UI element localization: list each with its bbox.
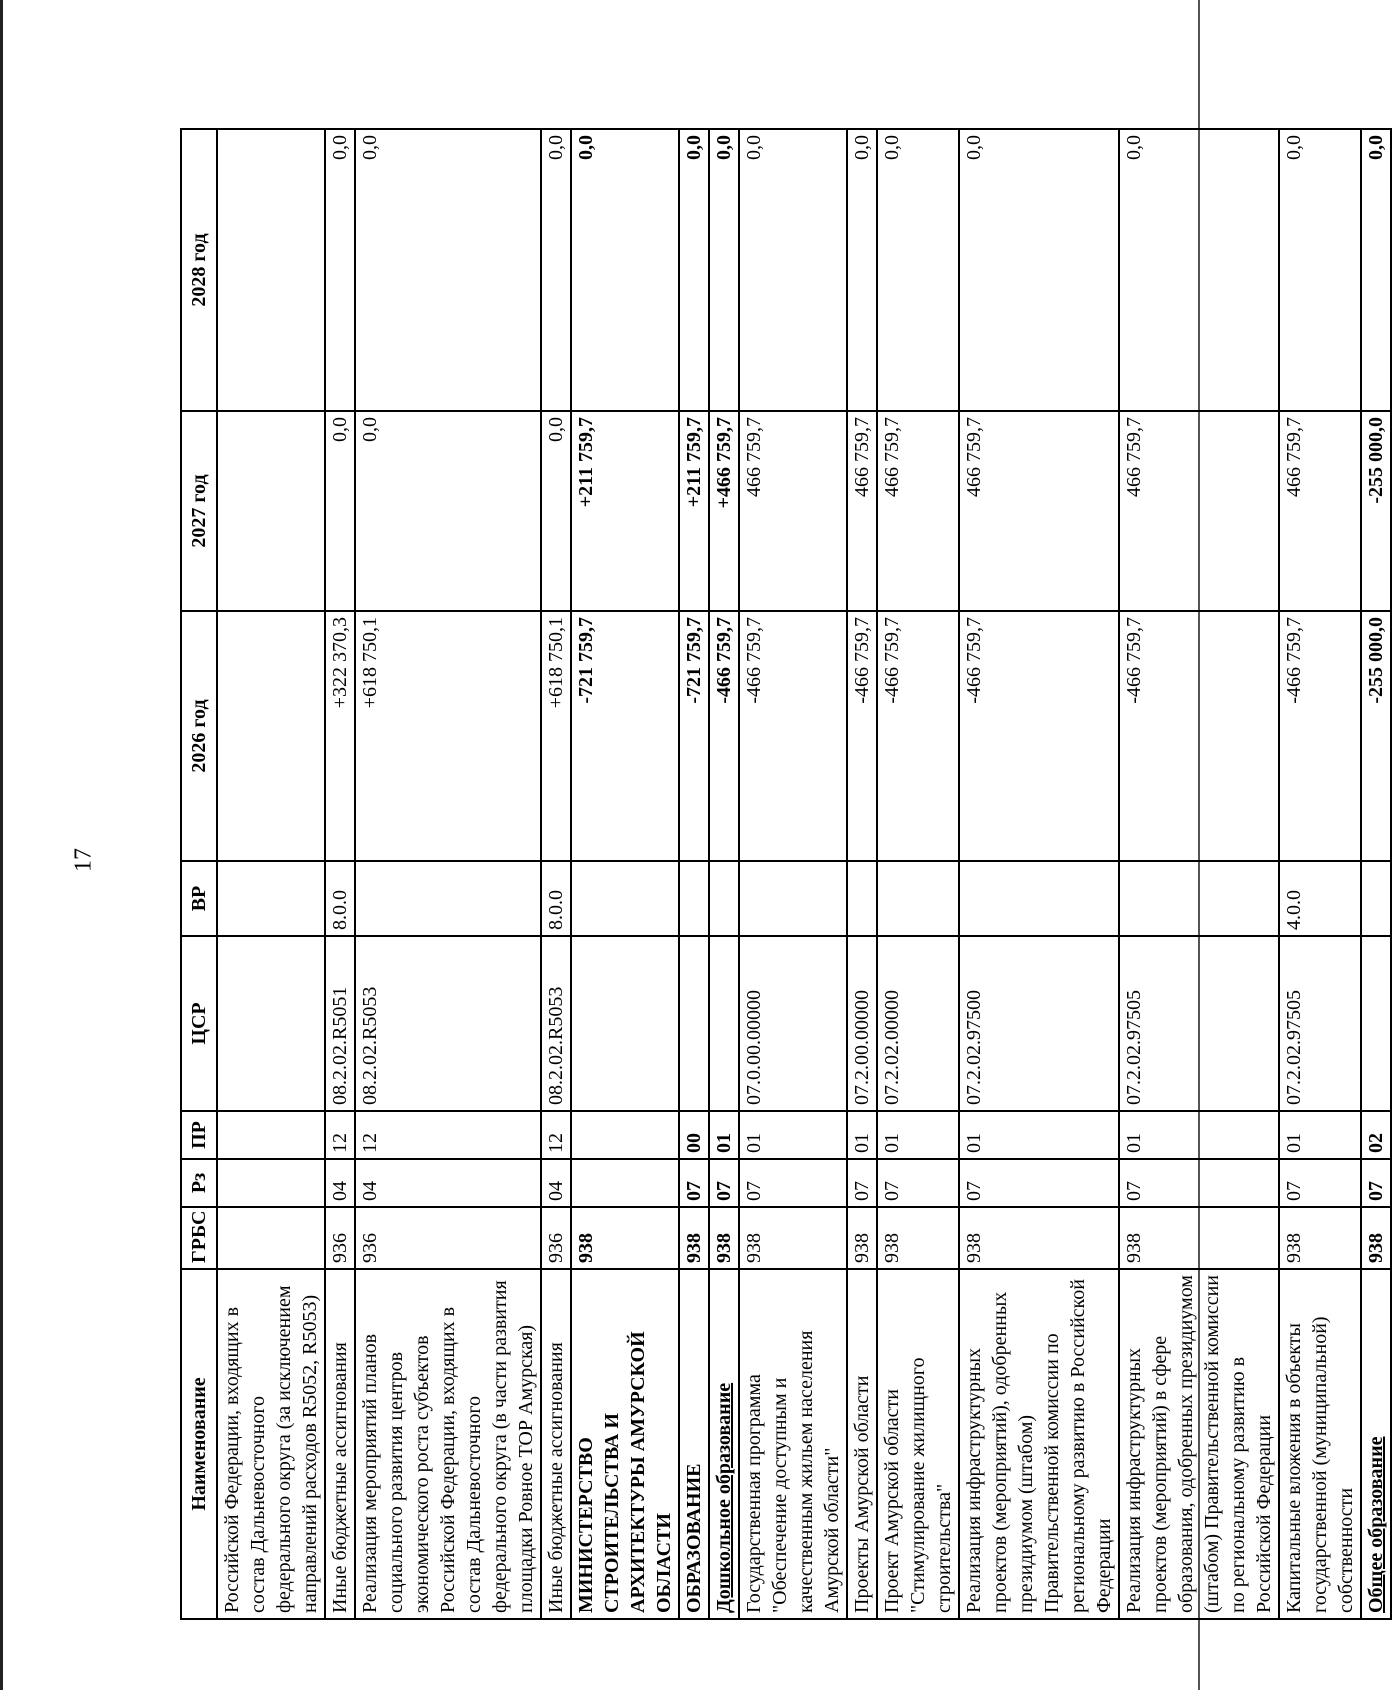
budget-table [180, 128, 1392, 1620]
cell-2026: -466 759,7 [877, 611, 959, 861]
cell-csr [571, 936, 679, 1111]
cell-2027: 0,0 [355, 411, 541, 611]
cell-2028: 0,0 [325, 129, 355, 411]
cell-rz: 07 [709, 1159, 739, 1207]
cell-2027 [217, 411, 325, 611]
table-row [877, 129, 959, 1619]
cell-2027: +211 759,7 [679, 411, 709, 611]
cell-2027: +466 759,7 [709, 411, 739, 611]
cell-name: Реализация инфраструктурных проектов (мероприятий), одобренных президиумом (штабом) Правительственной комиссии по региональному развитию в Российской Федерации [959, 1269, 1119, 1619]
cell-vr [847, 861, 877, 936]
cell-grbs: 936 [325, 1207, 355, 1269]
cell-name: Проект Амурской области "Стимулирование жилищного строительства" [877, 1269, 959, 1619]
cell-csr: 08.2.02.R5053 [355, 936, 541, 1111]
cell-name: Реализация инфраструктурных проектов (мероприятий) в сфере образования, одобренных президиумом (штабом) Правительственной комиссии по региональному развитию в Российской Федерации [1119, 1269, 1279, 1619]
cell-2028: 0,0 [355, 129, 541, 411]
cell-2028: 0,0 [847, 129, 877, 411]
cell-2028: 0,0 [959, 129, 1119, 411]
cell-2026: +322 370,3 [325, 611, 355, 861]
cell-2027: 466 759,7 [847, 411, 877, 611]
table-row [571, 129, 679, 1619]
table-row [541, 129, 571, 1619]
cell-csr [679, 936, 709, 1111]
cell-name: ОБРАЗОВАНИЕ [679, 1269, 709, 1619]
cell-2027: 466 759,7 [1119, 411, 1279, 611]
cell-name: Общее образование [1361, 1269, 1391, 1619]
header-grbs: ГРБС [181, 1207, 217, 1269]
cell-grbs: 938 [709, 1207, 739, 1269]
cell-vr: 8.0.0 [541, 861, 571, 936]
cell-grbs: 938 [959, 1207, 1119, 1269]
cell-grbs: 938 [847, 1207, 877, 1269]
cell-2027: -255 000,0 [1361, 411, 1391, 611]
cell-rz: 07 [1279, 1159, 1361, 1207]
cell-pr: 01 [877, 1111, 959, 1159]
cell-csr [217, 936, 325, 1111]
scan-edge-left [0, 0, 3, 1690]
cell-2028: 0,0 [1279, 129, 1361, 411]
table-row [1279, 129, 1361, 1619]
cell-csr [1361, 936, 1391, 1111]
header-name: Наименование [181, 1269, 217, 1619]
cell-2027: 466 759,7 [959, 411, 1119, 611]
cell-2027: 466 759,7 [739, 411, 847, 611]
cell-rz: 07 [1361, 1159, 1391, 1207]
cell-2026: -255 000,0 [1361, 611, 1391, 861]
table-row [679, 129, 709, 1619]
table-row [739, 129, 847, 1619]
table-row [217, 129, 325, 1619]
cell-2028 [217, 129, 325, 411]
cell-vr [679, 861, 709, 936]
cell-grbs: 938 [739, 1207, 847, 1269]
cell-rz: 04 [325, 1159, 355, 1207]
cell-csr [709, 936, 739, 1111]
cell-name: Российской Федерации, входящих в состав Дальневосточного федерального округа (за исключением направлений расходов R5052, R5053) [217, 1269, 325, 1619]
cell-rz: 07 [739, 1159, 847, 1207]
cell-name: Реализация мероприятий планов социального развития центров экономического роста субъектов Российской Федерации, входящих в состав Дальневосточного федерального округа (в части развития площадки Ровное ТОР Амурская) [355, 1269, 541, 1619]
cell-pr: 12 [541, 1111, 571, 1159]
cell-2026: -721 759,7 [679, 611, 709, 861]
cell-2026: -466 759,7 [1119, 611, 1279, 861]
cell-2026: -466 759,7 [959, 611, 1119, 861]
cell-2028: 0,0 [739, 129, 847, 411]
cell-grbs: 938 [679, 1207, 709, 1269]
cell-vr [959, 861, 1119, 936]
cell-pr: 00 [679, 1111, 709, 1159]
cell-rz: 07 [959, 1159, 1119, 1207]
header-vr: ВР [181, 861, 217, 936]
cell-2028: 0,0 [1361, 129, 1391, 411]
cell-csr: 07.0.00.00000 [739, 936, 847, 1111]
table-row [847, 129, 877, 1619]
table-row [959, 129, 1119, 1619]
cell-name: МИНИСТЕРСТВО СТРОИТЕЛЬСТВА И АРХИТЕКТУРЫ АМУРСКОЙ ОБЛАСТИ [571, 1269, 679, 1619]
cell-csr: 07.2.00.00000 [847, 936, 877, 1111]
cell-2028: 0,0 [541, 129, 571, 411]
cell-name: Капитальные вложения в объекты государственной (муниципальной) собственности [1279, 1269, 1361, 1619]
table-row [355, 129, 541, 1619]
table-row [325, 129, 355, 1619]
cell-grbs: 938 [1279, 1207, 1361, 1269]
cell-vr [217, 861, 325, 936]
cell-2026: -466 759,7 [709, 611, 739, 861]
cell-pr: 01 [959, 1111, 1119, 1159]
cell-grbs: 938 [1119, 1207, 1279, 1269]
cell-2027: +211 759,7 [571, 411, 679, 611]
cell-pr: 02 [1361, 1111, 1391, 1159]
cell-rz: 07 [679, 1159, 709, 1207]
cell-grbs: 936 [355, 1207, 541, 1269]
cell-2027: 0,0 [325, 411, 355, 611]
header-row [181, 129, 217, 1619]
cell-pr [217, 1111, 325, 1159]
cell-csr: 07.2.02.97505 [1119, 936, 1279, 1111]
cell-rz: 07 [1119, 1159, 1279, 1207]
page-number: 17 [70, 848, 97, 872]
cell-vr [709, 861, 739, 936]
header-2028: 2028 год [181, 129, 217, 411]
cell-rz [571, 1159, 679, 1207]
cell-csr: 07.2.02.97500 [959, 936, 1119, 1111]
cell-2026: -466 759,7 [847, 611, 877, 861]
cell-csr: 08.2.02.R5051 [325, 936, 355, 1111]
cell-2027: 466 759,7 [877, 411, 959, 611]
cell-rz [217, 1159, 325, 1207]
cell-2028: 0,0 [679, 129, 709, 411]
cell-2028: 0,0 [1119, 129, 1279, 411]
cell-vr [739, 861, 847, 936]
header-2026: 2026 год [181, 611, 217, 861]
cell-vr [1119, 861, 1279, 936]
cell-2026: -466 759,7 [1279, 611, 1361, 861]
cell-csr: 07.2.02.97505 [1279, 936, 1361, 1111]
table-row [709, 129, 739, 1619]
cell-2026: +618 750,1 [541, 611, 571, 861]
rotated-page-content [180, 130, 1387, 1620]
cell-csr: 07.2.02.00000 [877, 936, 959, 1111]
cell-vr [571, 861, 679, 936]
table-row [1361, 129, 1391, 1619]
cell-rz: 04 [541, 1159, 571, 1207]
cell-2027: 466 759,7 [1279, 411, 1361, 611]
cell-2028: 0,0 [571, 129, 679, 411]
cell-name: Дошкольное образование [709, 1269, 739, 1619]
cell-pr: 01 [1279, 1111, 1361, 1159]
cell-2026 [217, 611, 325, 861]
cell-2026: -721 759,7 [571, 611, 679, 861]
cell-csr: 08.2.02.R5053 [541, 936, 571, 1111]
cell-vr: 4.0.0 [1279, 861, 1361, 936]
cell-rz: 07 [877, 1159, 959, 1207]
cell-vr [877, 861, 959, 936]
cell-vr [1361, 861, 1391, 936]
header-csr: ЦСР [181, 936, 217, 1111]
cell-grbs [217, 1207, 325, 1269]
cell-pr [571, 1111, 679, 1159]
cell-2026: +618 750,1 [355, 611, 541, 861]
cell-pr: 01 [1119, 1111, 1279, 1159]
cell-vr: 8.0.0 [325, 861, 355, 936]
cell-vr [355, 861, 541, 936]
cell-2028: 0,0 [877, 129, 959, 411]
cell-pr: 12 [355, 1111, 541, 1159]
table-row [1119, 129, 1279, 1619]
cell-name: Проекты Амурской области [847, 1269, 877, 1619]
cell-grbs: 938 [571, 1207, 679, 1269]
cell-pr: 12 [325, 1111, 355, 1159]
header-2027: 2027 год [181, 411, 217, 611]
cell-rz: 07 [847, 1159, 877, 1207]
cell-name: Иные бюджетные ассигнования [325, 1269, 355, 1619]
cell-2026: -466 759,7 [739, 611, 847, 861]
cell-grbs: 938 [1361, 1207, 1391, 1269]
cell-rz: 04 [355, 1159, 541, 1207]
cell-pr: 01 [847, 1111, 877, 1159]
cell-2027: 0,0 [541, 411, 571, 611]
cell-name: Иные бюджетные ассигнования [541, 1269, 571, 1619]
header-rz: Рз [181, 1159, 217, 1207]
cell-pr: 01 [739, 1111, 847, 1159]
cell-grbs: 936 [541, 1207, 571, 1269]
cell-name: Государственная программа "Обеспечение доступным и качественным жильем населения Амурской области" [739, 1269, 847, 1619]
cell-grbs: 938 [877, 1207, 959, 1269]
cell-2028: 0,0 [709, 129, 739, 411]
header-pr: ПР [181, 1111, 217, 1159]
cell-pr: 01 [709, 1111, 739, 1159]
